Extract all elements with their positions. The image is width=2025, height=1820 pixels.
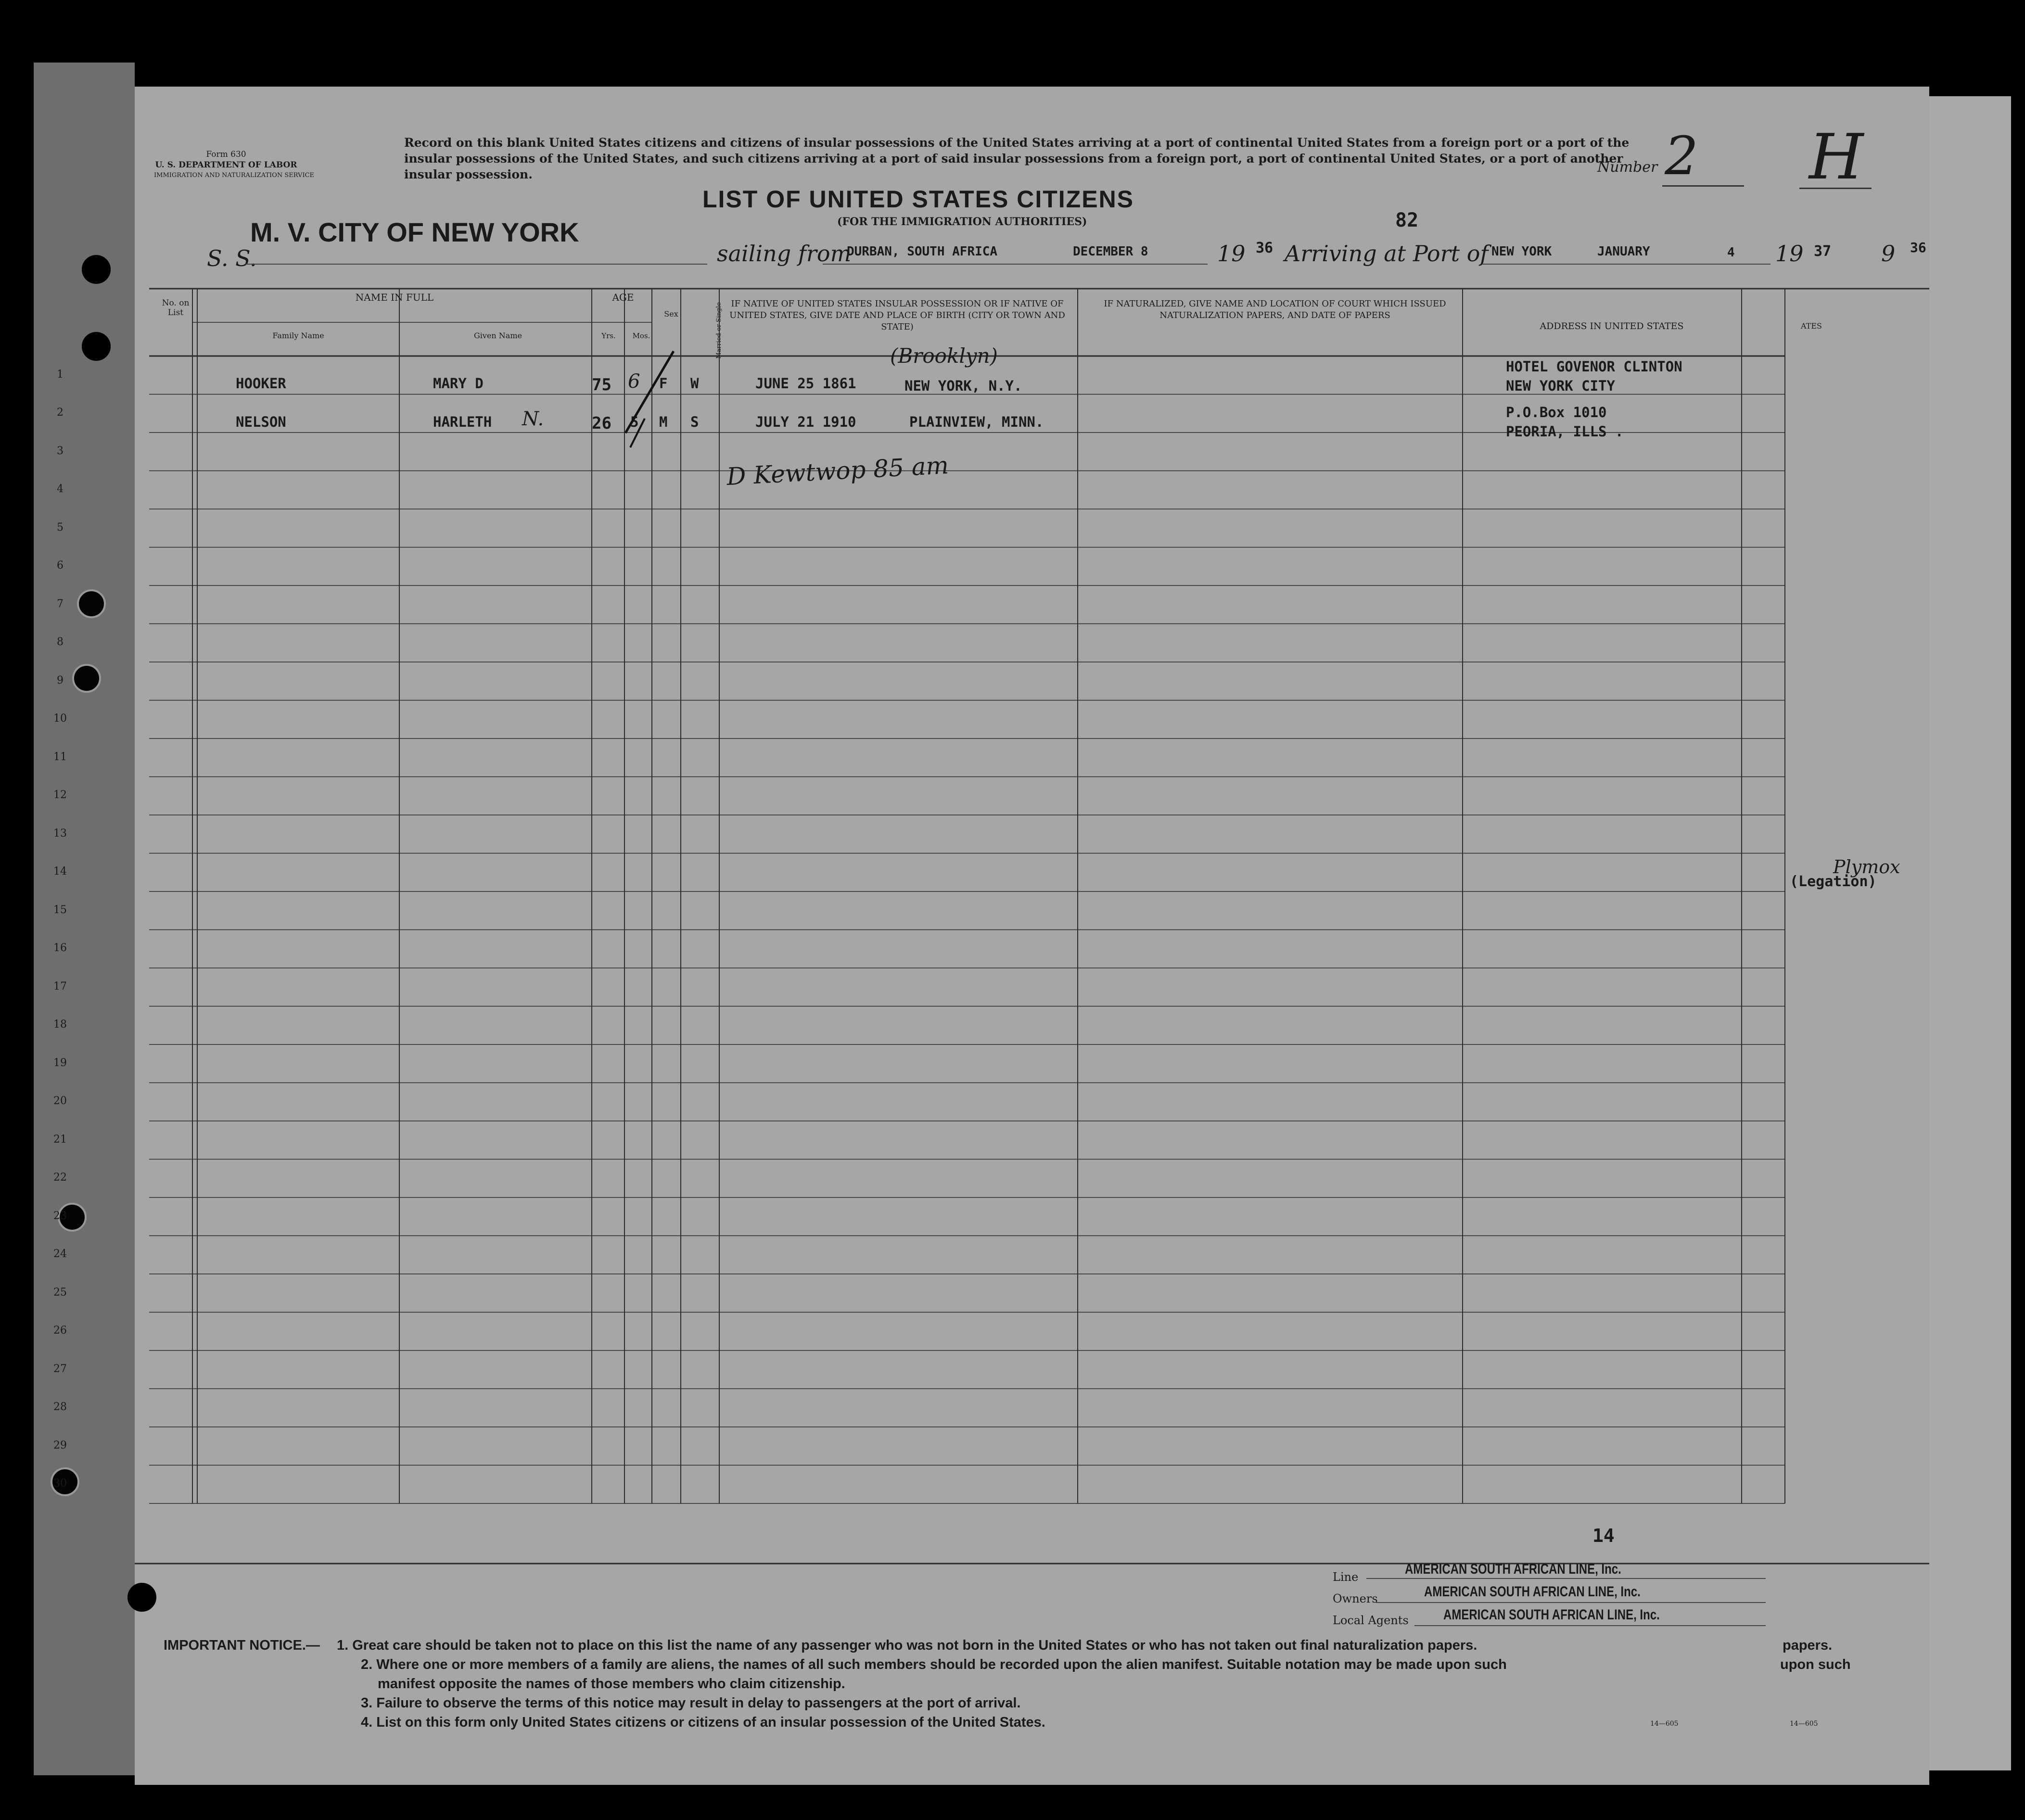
form-number: Form 630 [206,150,246,159]
page-subtitle: (FOR THE IMMIGRATION AUTHORITIES) [837,216,1087,228]
row-number: 23 [53,1209,67,1222]
row-number: 8 [57,636,64,649]
row-number: 24 [53,1248,67,1260]
row-number: 22 [53,1171,67,1184]
page-title: LIST OF UNITED STATES CITIZENS [702,186,1134,213]
col-age: AGE [612,292,634,303]
row2-address-1: P.O.Box 1010 [1506,404,1607,420]
notice-1: 1. Great care should be taken not to place on this list the name of any passenger who was not born in the United States or who has not taken out final naturalization papers. [337,1638,1477,1653]
line-value: AMERICAN SOUTH AFRICAN LINE, Inc. [1405,1561,1621,1577]
row-number: 26 [53,1324,67,1337]
col-given-name: Given Name [474,331,522,340]
row1-family: HOOKER [236,375,286,392]
row-number: 19 [53,1056,67,1069]
number-value: 2 [1665,125,1698,187]
row1-birth-annotation: (Brooklyn) [890,344,998,368]
arriving-year: 37 [1814,243,1832,260]
owners-value: AMERICAN SOUTH AFRICAN LINE, Inc. [1424,1584,1641,1600]
col-mos: Mos. [632,331,650,340]
notice-3: 3. Failure to observe the terms of this notice may result in delay to passengers at the port of arrival. [361,1695,1021,1711]
notice-2a: 2. Where one or more members of a family are aliens, the names of all such members should be recorded upon the alien manifest. Suitable notation may be made upon such [361,1657,1507,1672]
row-number: 27 [53,1362,67,1375]
row-number: 1 [57,368,64,381]
row-number: 12 [53,789,67,802]
row1-sex: F [659,375,668,392]
row-number: 13 [53,827,67,840]
row1-address-1: HOTEL GOVENOR CLINTON [1506,358,1682,375]
agents-label: Local Agents [1333,1614,1409,1627]
ss-label: S. S. [207,245,257,271]
corner-mark: H [1809,120,1864,193]
arriving-date: JANUARY [1597,244,1650,259]
row-number: 20 [53,1095,67,1107]
department: U. S. DEPARTMENT OF LABOR [155,160,297,170]
col-address: ADDRESS IN UNITED STATES [1540,321,1684,331]
notice-4: 4. List on this form only United States citizens or citizens of an insular possession of the United States. [361,1715,1045,1730]
row1-birth-date: JUNE 25 1861 [755,375,856,392]
side-note-hand: Plymox [1833,856,1900,878]
row2-sex: M [659,414,668,430]
row2-given-annotation: N. [522,408,544,430]
row2-yrs: 26 [592,414,611,433]
col-marital: Married or Single [715,302,723,359]
page-count: 14 [1592,1525,1615,1546]
arriving-label: Arriving at Port of [1285,241,1489,267]
row1-marital: W [690,375,699,392]
row-number: 2 [57,407,64,419]
row2-birth-date: JULY 21 1910 [755,414,856,430]
row2-given: HARLETH [433,414,492,430]
instruction-text: Record on this blank United States citizens and citizens of insular possessions of the United States arriving at a port of continental United States from a foreign port or a port of the insular possessions of the United States, and such citizens arriving at a port of said insular possessions from a foreign port, a port of continental United States, or a port of another insular possession. [404,136,1630,181]
row-number: 4 [57,483,64,496]
col-no: No. on List [162,298,190,318]
row2-mos: 5 [630,414,639,430]
agents-underline [1414,1625,1766,1626]
row-number: 7 [57,598,64,610]
row-number: 10 [53,713,67,725]
side-note: (Legation) [1790,873,1877,890]
col-sex: Sex [664,309,678,318]
handwritten-check-strokes [616,346,693,452]
row1-address-2: NEW YORK CITY [1506,378,1615,394]
col-birth: IF NATIVE OF UNITED STATES INSULAR POSSESSION OR IF NATIVE OF UNITED STATES, GIVE DATE AND PLACE OF BIRTH (CITY OR TOWN AND STATE) [729,299,1065,332]
row-number: 21 [53,1133,67,1145]
manifest-page [135,87,1929,1785]
row-number: 11 [53,751,67,763]
row1-birth-place: NEW YORK, N.Y. [904,378,1022,394]
notice-2b: manifest opposite the names of those members who claim citizenship. [378,1676,845,1692]
row1-mos: 6 [628,370,640,393]
arriving-day: 4 [1727,245,1735,260]
edge-year-suffix: 36 [1910,240,1926,255]
number-label: Number [1597,159,1658,176]
col-naturalized: IF NATURALIZED, GIVE NAME AND LOCATION OF COURT WHICH ISSUED NATURALIZATION PAPERS, AND DATE OF PAPERS [1104,299,1446,320]
punch-hole [82,255,111,284]
row-number: 9 [57,674,64,687]
row-number: 17 [53,980,67,993]
row-number: 29 [53,1439,67,1451]
owners-label: Owners [1333,1592,1378,1605]
binder-strip [34,63,135,1775]
ship-name: M. V. CITY OF NEW YORK [250,217,579,247]
edge-year: 9 [1881,241,1896,267]
handwritten-note: D Kewtwop 85 am [726,451,950,491]
punch-hole [127,1583,156,1612]
sailing-date: DECEMBER 8 [1073,244,1148,259]
sailing-from: DURBAN, SOUTH AFRICA [847,244,998,259]
col-family-name: Family Name [272,331,324,340]
row1-given: MARY D [433,375,484,392]
service: IMMIGRATION AND NATURALIZATION SERVICE [154,172,315,179]
row-number: 18 [53,1018,67,1031]
sailing-year-prefix: 19 [1217,241,1246,267]
print-code-edge: 14—605 [1790,1720,1818,1728]
col-name-in-full: NAME IN FULL [355,292,434,303]
table-lines [135,289,1929,1564]
owners-underline [1376,1602,1766,1603]
row-number: 3 [57,445,64,457]
print-code: 14—605 [1650,1720,1679,1728]
row-number: 16 [53,942,67,955]
sailing-year: 36 [1256,240,1274,256]
row2-birth-place: PLAINVIEW, MINN. [909,414,1044,430]
row2-family: NELSON [236,414,286,430]
agents-value: AMERICAN SOUTH AFRICAN LINE, Inc. [1443,1607,1660,1623]
punch-hole [82,332,111,361]
row-number: 14 [53,865,67,878]
notice-heading: IMPORTANT NOTICE.— [164,1638,320,1653]
row2-address-2: PEORIA, ILLS . [1506,423,1624,440]
punch-hole [77,589,106,618]
row2-marital: S [690,414,699,430]
edge-papers: papers. [1783,1638,1833,1653]
sailing-from-label: sailing from [717,241,852,267]
list-number: 82 [1395,209,1419,231]
col-edge: ATES [1801,321,1822,331]
row-number: 25 [53,1286,67,1298]
line-underline [1366,1578,1766,1579]
arriving-port: NEW YORK [1491,244,1552,259]
edge-such: upon such [1780,1657,1851,1672]
row-number: 5 [57,521,64,534]
row-number: 30 [53,1477,67,1490]
row1-yrs: 75 [592,375,611,395]
row-number: 15 [53,904,67,916]
line-label: Line [1333,1570,1359,1584]
row-number: 28 [53,1401,67,1413]
arriving-year-prefix: 19 [1775,241,1804,267]
col-yrs: Yrs. [601,331,616,340]
row-number: 6 [57,560,64,572]
